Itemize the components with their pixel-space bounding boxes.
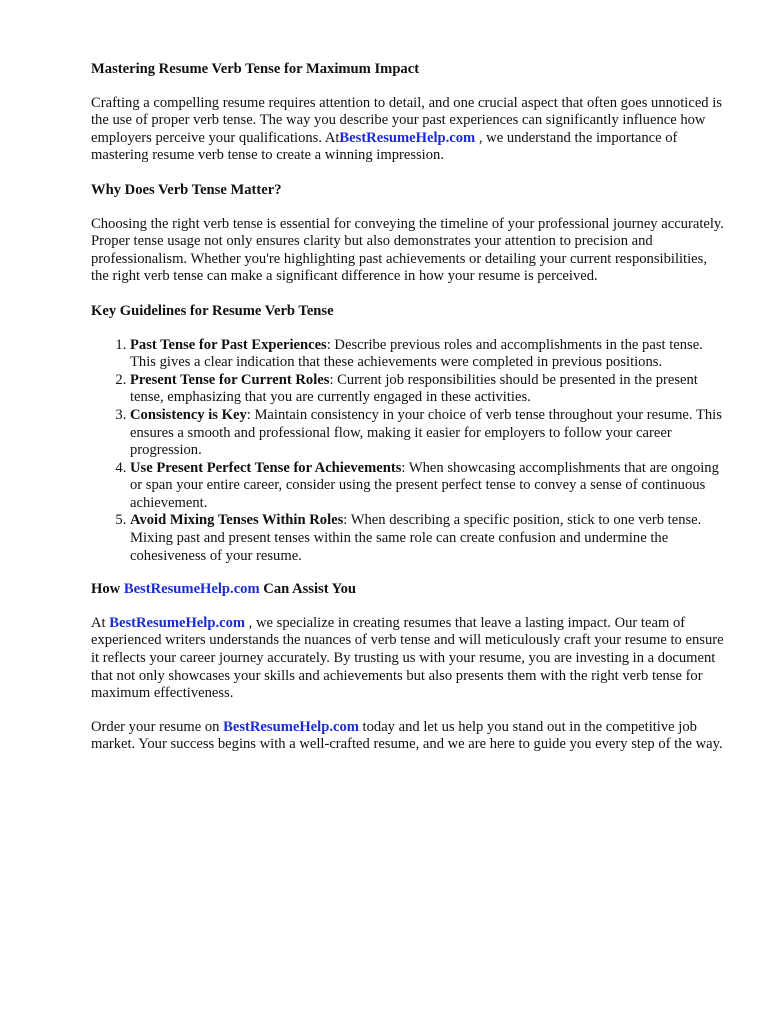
order-paragraph	[91, 719, 728, 754]
why-heading: Why Does Verb Tense Matter?	[91, 181, 282, 198]
guideline-item	[130, 372, 728, 407]
assist-heading-after: Can Assist You	[259, 581, 357, 598]
guideline-item	[130, 460, 728, 513]
guideline-title: Past Tense for Past Experiences	[130, 336, 327, 353]
guideline-item	[130, 337, 728, 372]
guideline-title: Use Present Perfect Tense for Achievements	[130, 459, 402, 476]
guideline-title: Present Tense for Current Roles	[130, 371, 330, 388]
intro-text-before: Crafting a compelling resume requires attention to detail, and one crucial aspect that often goes unnoticed is the use of proper verb tense. The way you describe your past experiences can significantly influence how employers perceive your qualifications. At	[91, 94, 722, 146]
guideline-text: : Maintain consistency in your choice of verb tense throughout your resume. This ensures a smooth and professional flow, making it easier for employers to follow your career progression.	[130, 406, 722, 459]
guidelines-list	[91, 337, 728, 566]
assist-paragraph	[91, 615, 728, 703]
guideline-item	[130, 512, 728, 565]
guidelines-heading: Key Guidelines for Resume Verb Tense	[91, 302, 334, 319]
guideline-title: Consistency is Key	[130, 406, 247, 423]
guideline-text: : When describing a specific position, stick to one verb tense. Mixing past and present tenses within the same role can create confusion and undermine the cohesiveness of your resume.	[130, 512, 702, 564]
intro-paragraph	[91, 95, 728, 165]
assist-heading	[91, 581, 728, 599]
intro-text-after: , we understand the importance of mastering resume verb tense to create a winning impression.	[91, 129, 678, 164]
order-site-link[interactable]: BestResumeHelp.com	[223, 718, 359, 735]
guideline-text: : Describe previous roles and accomplishments in the past tense. This gives a clear indication that these achievements were completed in previous positions.	[130, 336, 703, 371]
assist-heading-site-link[interactable]: BestResumeHelp.com	[123, 581, 260, 598]
guideline-text: : Current job responsibilities should be presented in the present tense, emphasizing that you are currently engaged in these activities.	[130, 371, 698, 406]
order-text-before: Order your resume on	[91, 718, 224, 735]
assist-heading-before: How	[91, 581, 124, 598]
order-text-after: today and let us help you stand out in the competitive job market. Your success begins with a well-crafted resume, and we are here to guide you every step of the way.	[91, 718, 723, 753]
document-title: Mastering Resume Verb Tense for Maximum Impact	[91, 61, 420, 77]
assist-text-after: , we specialize in creating resumes that leave a lasting impact. Our team of experienced writers understands the nuances of verb tense and will meticulously craft your resume to ensure it reflects your career journey accurately. By trusting us with your resume, you are investing in a document that not only showcases your skills and achievements but also presents them with the right verb tense for maximum effectiveness.	[91, 614, 724, 702]
intro-site-link[interactable]: BestResumeHelp.com	[339, 129, 476, 146]
assist-site-link[interactable]: BestResumeHelp.com	[109, 614, 246, 631]
guideline-text: : When showcasing accomplishments that are ongoing or span your entire career, consider using the present perfect tense to convey a sense of continuous achievement.	[130, 459, 719, 511]
guideline-title: Avoid Mixing Tenses Within Roles	[130, 512, 344, 529]
guideline-item	[130, 407, 728, 460]
assist-text-before: At	[91, 614, 110, 631]
why-paragraph: Choosing the right verb tense is essential for conveying the timeline of your professional journey accurately. Proper tense usage not only ensures clarity but also demonstrates your attention to precision and professionalism. Whether you're highlighting past achievements or detailing your current responsibilities, the right verb tense can make a significant difference in how your resume is perceived.	[91, 215, 724, 285]
